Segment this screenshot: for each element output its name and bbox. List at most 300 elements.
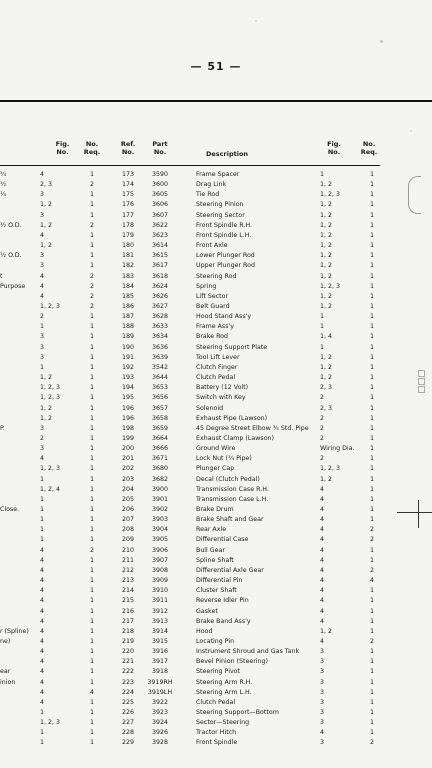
left-fig-cell: 3 — [40, 353, 45, 361]
right-ref-cell: 216 — [121, 607, 135, 615]
table-row — [0, 363, 390, 373]
table-row — [0, 292, 390, 302]
right-req-cell: 1 — [369, 323, 374, 331]
right-fig-cell: 1, 2 — [320, 211, 333, 219]
right-desc-cell: Clutch Pedal — [196, 698, 236, 706]
left-req-cell: 2 — [89, 272, 94, 280]
right-fig-cell: 1, 2 — [320, 363, 333, 371]
table-row — [0, 231, 390, 241]
right-part-cell: 3664 — [151, 434, 169, 442]
left-fig-cell: 4 — [40, 556, 45, 564]
right-ref-cell: 198 — [121, 424, 135, 432]
right-fig-cell: 1, 2 — [320, 231, 333, 239]
right-ref-cell: 194 — [121, 384, 135, 392]
right-desc-cell: Tool Lift Lever — [196, 353, 240, 361]
left-req-cell: 1 — [89, 556, 94, 564]
table-row — [0, 535, 390, 545]
right-part-cell: 3916 — [151, 648, 169, 655]
left-fig-cell: 4 — [40, 678, 45, 686]
right-req-cell: 1 — [369, 617, 374, 625]
table-row — [0, 221, 390, 231]
left-req-cell: 1 — [89, 627, 94, 635]
right-part-cell: 3682 — [151, 475, 169, 483]
table-row — [0, 393, 390, 403]
left-fig-cell: 4 — [40, 282, 45, 290]
right-part-cell: 3624 — [151, 282, 169, 290]
left-req-cell: 1 — [89, 668, 94, 676]
right-fig-cell: 1 — [320, 343, 325, 351]
right-ref-cell: 196 — [121, 404, 135, 412]
right-desc-cell: Drag Link — [196, 181, 227, 189]
left-fig-cell: 1, 2, 3 — [40, 719, 61, 727]
right-ref-cell: 224 — [121, 688, 135, 696]
right-ref-cell: 217 — [121, 617, 135, 625]
right-part-cell: 3926 — [151, 729, 169, 737]
left-fig-cell: 3 — [40, 445, 45, 453]
right-req-cell: 1 — [369, 627, 374, 635]
margin-tick-mark — [397, 512, 432, 513]
right-desc-cell: Brake Drum — [196, 505, 234, 513]
table-row — [0, 505, 390, 515]
right-desc-cell: Clutch Finger — [196, 363, 238, 371]
right-fig-cell: 1 — [320, 313, 325, 321]
right-ref-cell: 179 — [121, 231, 135, 239]
left-fig-cell: 4 — [40, 231, 45, 239]
right-ref-cell: 214 — [121, 587, 135, 595]
right-desc-cell: Steering Pivot — [196, 668, 240, 676]
table-row — [0, 373, 390, 383]
right-req-cell: 1 — [369, 485, 374, 493]
table-row — [0, 556, 390, 566]
right-fig-cell: 1, 2 — [320, 475, 333, 483]
right-req-cell: 1 — [369, 171, 374, 178]
right-desc-cell: Tractor Hitch — [196, 729, 237, 737]
right-fig-cell: 2 — [320, 414, 325, 422]
margin-stub-mark-2 — [418, 378, 425, 385]
right-req-cell: 1 — [369, 292, 374, 300]
right-req-cell: 1 — [369, 587, 374, 595]
right-fig-cell: 1, 2, 3 — [320, 282, 341, 290]
margin-bracket-mark — [408, 176, 421, 214]
ref-header — [115, 140, 141, 156]
left-req-cell: 1 — [89, 384, 94, 392]
right-ref-cell: 183 — [121, 272, 135, 280]
right-req-cell: 1 — [369, 729, 374, 737]
right-part-cell: 3644 — [151, 374, 169, 381]
left-fig-cell: 2, 3 — [40, 181, 53, 189]
left-fig-cell: 3 — [40, 424, 45, 432]
left-fig-cell: 3 — [40, 343, 45, 351]
left-fig-cell: 4 — [40, 627, 45, 635]
right-desc-cell: Frame Ass'y — [196, 323, 234, 331]
left-req-cell: 1 — [89, 587, 94, 595]
right-desc-cell: Instrument Shroud and Gas Tank — [196, 648, 300, 655]
left-fig-cell: 3 — [40, 252, 45, 260]
table-row — [0, 637, 390, 647]
right-fig-cell: 4 — [320, 566, 325, 574]
right-fig-cell: 4 — [320, 485, 325, 493]
left-desc-cell: Purpose — [0, 282, 26, 290]
right-fig-cell: 1, 2 — [320, 292, 333, 300]
right-fig-cell: 1, 2, 3 — [320, 191, 341, 199]
left-req-cell: 2 — [89, 303, 94, 310]
right-desc-cell: Cluster Shaft — [196, 587, 237, 595]
table-row — [0, 444, 390, 454]
right-part-cell: 3671 — [151, 455, 169, 463]
right-desc-cell: Plunger Cap — [196, 465, 235, 473]
right-part-cell: 3658 — [151, 414, 169, 422]
left-req-cell: 1 — [89, 231, 94, 239]
right-fig-cell: 4 — [320, 546, 325, 554]
left-fig-cell: 4 — [40, 292, 45, 300]
right-req-cell: 1 — [369, 607, 374, 615]
table-row — [0, 647, 390, 657]
right-fig-cell: 4 — [320, 729, 325, 737]
right-part-cell: 3636 — [151, 343, 169, 351]
right-ref-cell: 178 — [121, 221, 135, 229]
right-ref-cell: 221 — [121, 658, 135, 666]
right-part-cell: 3659 — [151, 424, 169, 432]
left-req-cell: 1 — [89, 678, 94, 686]
right-fig-cell: 3 — [320, 648, 325, 655]
right-desc-cell: Steering Pinion — [196, 201, 244, 209]
right-ref-cell: 205 — [121, 495, 135, 503]
right-ref-cell: 184 — [121, 282, 135, 290]
left-fig-cell: 1, 2, 3 — [40, 394, 61, 402]
left-req-cell: 4 — [89, 688, 94, 696]
table-row — [0, 251, 390, 261]
right-fig-cell: 4 — [320, 556, 325, 564]
right-desc-cell: Exhaust Clamp (Lawson) — [196, 434, 274, 442]
right-ref-cell: 191 — [121, 353, 135, 361]
left-req-cell: 1 — [89, 262, 94, 270]
right-ref-cell: 207 — [121, 516, 135, 524]
right-req-cell: 1 — [369, 303, 374, 310]
table-row — [0, 728, 390, 738]
right-req-header-text: No. Req. — [360, 140, 378, 156]
right-desc-cell: Decal (Clutch Pedal) — [196, 475, 260, 483]
right-fig-cell: 1, 2 — [320, 272, 333, 280]
table-row — [0, 454, 390, 464]
right-req-cell: 1 — [369, 424, 374, 432]
left-req-cell: 1 — [89, 698, 94, 706]
right-req-cell: 1 — [369, 546, 374, 554]
right-fig-cell: 4 — [320, 617, 325, 625]
right-part-cell: 3904 — [151, 526, 169, 534]
right-req-cell: 1 — [369, 648, 374, 655]
right-req-cell: 1 — [369, 709, 374, 716]
left-req-cell: 1 — [89, 516, 94, 524]
right-req-cell: 1 — [369, 191, 374, 199]
right-ref-cell: 181 — [121, 252, 135, 260]
right-fig-cell: 2 — [320, 455, 325, 463]
margin-tick-mark-vertical — [418, 500, 419, 528]
right-ref-cell: 225 — [121, 698, 135, 706]
right-req-cell: 4 — [369, 577, 374, 584]
right-part-cell: 3914 — [151, 627, 169, 635]
left-fig-cell: 3 — [40, 191, 45, 199]
left-req-cell: 1 — [89, 465, 94, 473]
right-part-cell: 3922 — [151, 698, 169, 706]
right-req-cell: 1 — [369, 363, 374, 371]
right-fig-cell: 3 — [320, 688, 325, 696]
right-req-cell: 1 — [369, 252, 374, 260]
left-fig-cell: 1 — [40, 729, 45, 737]
left-req-cell: 2 — [89, 292, 94, 300]
table-row — [0, 434, 390, 444]
left-req-cell: 1 — [89, 505, 94, 513]
left-fig-cell: 4 — [40, 617, 45, 625]
right-ref-cell: 203 — [121, 475, 135, 483]
table-row — [0, 414, 390, 424]
paper-stain-1 — [380, 40, 383, 43]
table-row — [0, 596, 390, 606]
left-desc-cell: ear — [0, 668, 11, 676]
right-desc-cell: Lift Sector — [196, 292, 229, 300]
right-part-cell: 3623 — [151, 231, 169, 239]
right-req-cell: 1 — [369, 414, 374, 422]
right-part-cell: 3606 — [151, 201, 169, 209]
left-fig-cell: 4 — [40, 698, 45, 706]
right-desc-cell: Steering Support Plate — [196, 343, 268, 351]
right-ref-cell: 182 — [121, 262, 135, 270]
right-ref-cell: 200 — [121, 445, 135, 453]
right-desc-cell: Belt Guard — [196, 303, 230, 310]
right-req-cell: 1 — [369, 505, 374, 513]
right-req-cell: 1 — [369, 465, 374, 473]
right-part-cell: 3919RH — [147, 678, 173, 686]
right-req-cell: 1 — [369, 343, 374, 351]
right-part-cell: 3600 — [151, 181, 169, 189]
right-desc-cell: Rear Axle — [196, 526, 227, 534]
left-desc-cell: ¾ — [0, 171, 7, 178]
table-row — [0, 525, 390, 535]
left-fig-cell: 4 — [40, 587, 45, 595]
right-desc-cell: Frame Spacer — [196, 171, 240, 178]
table-row — [0, 495, 390, 505]
left-req-cell: 1 — [89, 434, 94, 442]
left-desc-cell: ne) — [0, 637, 11, 645]
left-fig-cell: 1, 2, 3 — [40, 303, 61, 310]
right-req-cell: 2 — [369, 739, 374, 747]
right-req-cell: 1 — [369, 221, 374, 229]
table-row — [0, 586, 390, 596]
right-ref-cell: 199 — [121, 434, 135, 442]
right-req-cell: 1 — [369, 201, 374, 209]
header-rule-left — [0, 100, 120, 102]
left-req-cell: 1 — [89, 617, 94, 625]
right-part-cell: 3903 — [151, 516, 169, 524]
table-row — [0, 302, 390, 312]
left-fig-cell: 4 — [40, 577, 45, 584]
right-ref-cell: 229 — [121, 739, 135, 747]
right-req-cell: 1 — [369, 455, 374, 463]
right-ref-cell: 213 — [121, 577, 135, 584]
table-row — [0, 515, 390, 525]
right-part-cell: 3614 — [151, 242, 169, 250]
left-req-cell: 2 — [89, 282, 94, 290]
left-fig-cell: 1 — [40, 505, 45, 513]
left-fig-cell: 4 — [40, 171, 45, 178]
right-part-cell: 3912 — [151, 607, 169, 615]
left-req-cell: 1 — [89, 577, 94, 584]
right-req-cell: 1 — [369, 313, 374, 321]
left-fig-cell: 4 — [40, 607, 45, 615]
left-req-cell: 1 — [89, 485, 94, 493]
left-req-header — [80, 140, 104, 156]
right-fig-cell: 3 — [320, 678, 325, 686]
right-req-cell: 1 — [369, 374, 374, 381]
ref-header-text: Ref. No. — [120, 140, 136, 156]
right-ref-cell: 180 — [121, 242, 135, 250]
table-row — [0, 282, 390, 292]
right-ref-cell: 192 — [121, 363, 135, 371]
right-fig-header — [320, 140, 348, 156]
left-fig-cell: 1 — [40, 526, 45, 534]
right-desc-cell: Front Spindle R.H. — [196, 221, 253, 229]
table-row — [0, 566, 390, 576]
right-fig-cell: 3 — [320, 739, 325, 747]
right-part-cell: 3918 — [151, 668, 169, 676]
left-fig-cell: 3 — [40, 333, 45, 341]
left-fig-cell: 4 — [40, 637, 45, 645]
table-header-rule — [0, 165, 380, 166]
right-ref-cell: 219 — [121, 637, 135, 645]
right-fig-cell: 1, 2, 3 — [320, 465, 341, 473]
right-ref-cell: 210 — [121, 546, 135, 554]
table-row — [0, 241, 390, 251]
right-fig-header-text: Fig. No. — [327, 140, 341, 156]
left-req-cell: 1 — [89, 343, 94, 351]
left-fig-cell: 4 — [40, 597, 45, 605]
right-ref-cell: 227 — [121, 719, 135, 727]
right-ref-cell: 218 — [121, 627, 135, 635]
paper-stain-3 — [410, 130, 412, 132]
right-fig-cell: 4 — [320, 526, 325, 534]
right-req-cell: 1 — [369, 688, 374, 696]
right-fig-cell: 1, 2 — [320, 181, 333, 189]
right-part-cell: 3666 — [151, 445, 169, 453]
left-req-cell: 1 — [89, 211, 94, 219]
right-part-cell: 3900 — [151, 485, 169, 493]
table-row — [0, 485, 390, 495]
right-desc-cell: Upper Plunger Rod — [196, 262, 255, 270]
right-ref-cell: 226 — [121, 709, 135, 716]
right-part-cell: 3928 — [151, 739, 169, 747]
right-fig-cell: 1, 2 — [320, 303, 333, 310]
table-row — [0, 688, 390, 698]
right-req-cell: 1 — [369, 231, 374, 239]
table-row — [0, 718, 390, 728]
right-part-cell: 3617 — [151, 262, 169, 270]
right-desc-cell: Exhaust Pipe (Lawson) — [196, 414, 268, 422]
right-part-cell: 3639 — [151, 353, 169, 361]
right-part-cell: 3913 — [151, 617, 169, 625]
left-fig-cell: 1 — [40, 363, 45, 371]
left-req-cell: 1 — [89, 363, 94, 371]
margin-stub-mark-1 — [418, 370, 425, 377]
right-req-cell: 1 — [369, 668, 374, 676]
left-req-cell: 1 — [89, 566, 94, 574]
right-part-cell: 3618 — [151, 272, 169, 280]
right-part-cell: 3909 — [151, 577, 169, 584]
right-part-cell: 3627 — [151, 303, 169, 310]
right-req-cell: 1 — [369, 658, 374, 666]
right-desc-cell: Transmission Case R.H. — [196, 485, 269, 493]
right-desc-cell: Hood — [196, 627, 213, 635]
left-req-cell: 1 — [89, 201, 94, 209]
right-desc-cell: Front Spindle — [196, 739, 238, 747]
right-desc-cell: Steering Arm L.H. — [196, 688, 252, 696]
right-desc-cell: Hood Stand Ass'y — [196, 313, 252, 321]
right-part-cell: 3915 — [151, 637, 169, 645]
right-ref-cell: 220 — [121, 648, 135, 655]
left-req-cell: 2 — [89, 546, 94, 554]
right-req-cell: 1 — [369, 698, 374, 706]
right-fig-cell: 1 — [320, 171, 325, 178]
right-fig-cell: 2, 3 — [320, 404, 333, 412]
right-fig-cell: 2 — [320, 424, 325, 432]
right-ref-cell: 193 — [121, 374, 135, 381]
left-fig-cell: 1, 2, 3 — [40, 384, 61, 392]
right-fig-cell: 2 — [320, 434, 325, 442]
right-req-cell: 1 — [369, 262, 374, 270]
right-part-cell: 3633 — [151, 323, 169, 331]
right-part-cell: 3542 — [151, 363, 169, 371]
right-fig-cell: 1, 4 — [320, 333, 333, 341]
left-req-cell: 1 — [89, 394, 94, 402]
right-fig-cell: 1, 2 — [320, 262, 333, 270]
right-req-cell: 2 — [369, 536, 374, 544]
right-req-cell: 2 — [369, 526, 374, 534]
table-row — [0, 667, 390, 677]
right-desc-cell: Lock Nut (¾ Pipe) — [196, 455, 252, 463]
right-req-cell: 1 — [369, 597, 374, 605]
right-part-cell: 3628 — [151, 313, 169, 321]
left-fig-cell: 1, 2 — [40, 404, 53, 412]
right-ref-cell: 211 — [121, 556, 135, 564]
right-fig-cell: 4 — [320, 607, 325, 615]
left-fig-cell: 1 — [40, 475, 45, 483]
right-desc-cell: Steering Arm R.H. — [196, 678, 253, 686]
part-header-text: Part No. — [152, 140, 168, 156]
right-desc-cell: Differential Pin — [196, 577, 243, 584]
right-part-cell: 3653 — [151, 384, 169, 392]
right-fig-cell: 1, 2 — [320, 252, 333, 260]
right-req-cell: 1 — [369, 181, 374, 189]
right-req-cell: 2 — [369, 637, 374, 645]
left-desc-cell: ½ — [0, 181, 7, 189]
right-ref-cell: 188 — [121, 323, 135, 331]
right-desc-cell: Brake Band Ass'y — [196, 617, 251, 625]
right-desc-cell: Locating Pin — [196, 637, 235, 645]
table-row — [0, 678, 390, 688]
table-row — [0, 190, 390, 200]
left-fig-cell: 1, 2, 4 — [40, 485, 61, 493]
right-req-cell: 1 — [369, 556, 374, 564]
right-part-cell: 3908 — [151, 566, 169, 574]
left-req-cell: 1 — [89, 313, 94, 321]
right-desc-cell: Reverse Idler Pin — [196, 597, 249, 605]
table-row — [0, 383, 390, 393]
left-req-cell: 1 — [89, 353, 94, 361]
right-fig-cell: 3 — [320, 668, 325, 676]
left-fig-cell: 3 — [40, 211, 45, 219]
left-desc-cell: ½ O.D. — [0, 252, 22, 260]
right-ref-cell: 173 — [121, 171, 135, 178]
right-ref-cell: 208 — [121, 526, 135, 534]
right-part-cell: 3590 — [151, 171, 169, 178]
